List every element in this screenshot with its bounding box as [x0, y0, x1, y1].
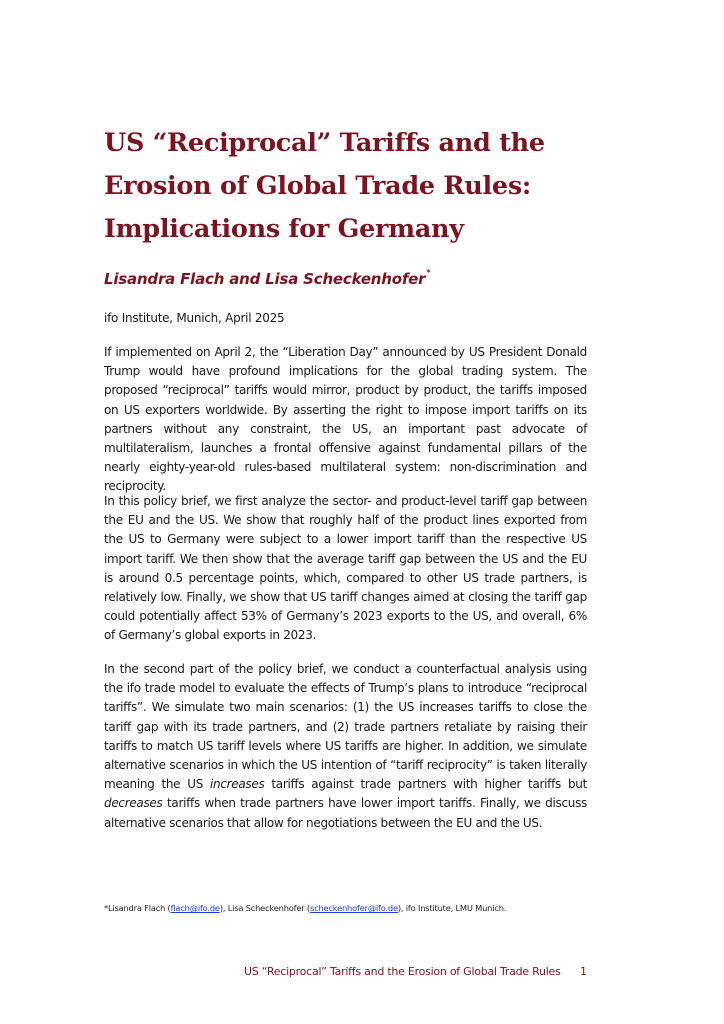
paragraph-text-segment: In the second part of the policy brief, we conduct a counterfactual analysis using the ifo trade model to evaluate the effects of Trump’s plans to introduce “reciprocal tariffs”. We simulate two main scenarios: (1) the US increases tariffs to close the tariff gap with its trade partners, and (2) trade partners retaliate by raising their tariffs to match US tariff levels where US tariffs are higher. In addition, we simulate alternative scenarios in which the US intention of “tariff reciprocity” is taken literally meaning the US: [104, 662, 587, 792]
title-line-1: US “Reciprocal” Tariffs and the: [104, 128, 545, 158]
paragraph-tariff-gap: In this policy brief, we first analyze the sector- and product-level tariff gap between the EU and the US. We show that roughly half of the product lines exported from the US to Germany were subject to a lower import tariff than the respective US import tariff. We then show that the average tariff gap between the US and the EU is around 0.5 percentage points, which, compared to other US trade partners, is relatively low. Finally, we show that US tariff changes aimed at closing the tariff gap could potentially affect 53% of Germany’s 2023 exports to the US, and overall, 6% of Germany’s global exports in 2023.: [104, 494, 587, 643]
emphasis-decreases: decreases: [104, 796, 163, 811]
paragraph-intro: If implemented on April 2, the “Liberation Day” announced by US President Donald Trump would have profound implications for the global trading system. The proposed “reciprocal” tariffs would mirror, product by product, the tariffs imposed on US exporters worldwide. By asserting the right to impose import tariffs on its partners without any constraint, the US, an important past advocate of multilateralism, launches a frontal offensive against fundamental pillars of the nearly eighty-year-old rules-based multilateral system: non-discrimination and reciprocity.: [104, 345, 587, 494]
email-link-flach[interactable]: flach@ifo.de: [170, 903, 220, 913]
paragraph-text-segment: tariffs when trade partners have lower import tariffs. Finally, we discuss alternative scenarios that allow for negotiations between the EU and the US.: [104, 796, 587, 830]
paragraph-counterfactual: [104, 660, 587, 833]
affiliation: ifo Institute, Munich, April 2025: [104, 311, 285, 325]
title-line-3: Implications for Germany: [104, 214, 464, 244]
authors-names: Lisandra Flach and Lisa Scheckenhofer: [104, 270, 426, 288]
paragraph-text-segment: tariffs against trade partners with higher tariffs but: [264, 777, 587, 792]
email-link-scheckenhofer[interactable]: scheckenhofer@ifo.de: [309, 903, 398, 913]
footnote-text: ), ifo Institute, LMU Munich.: [397, 903, 507, 913]
page-number: 1: [580, 965, 587, 978]
footnote-text: *Lisandra Flach (: [104, 903, 171, 913]
emphasis-increases: increases: [210, 777, 265, 792]
authors-footnote-marker: *: [426, 268, 431, 277]
author-footnote: [104, 903, 506, 913]
authors-line: [104, 268, 430, 288]
running-footer-title: US “Reciprocal” Tariffs and the Erosion of Global Trade Rules: [244, 965, 561, 978]
document-title: [104, 122, 604, 251]
title-line-2: Erosion of Global Trade Rules:: [104, 171, 532, 201]
footnote-text: ), Lisa Scheckenhofer (: [219, 903, 310, 913]
